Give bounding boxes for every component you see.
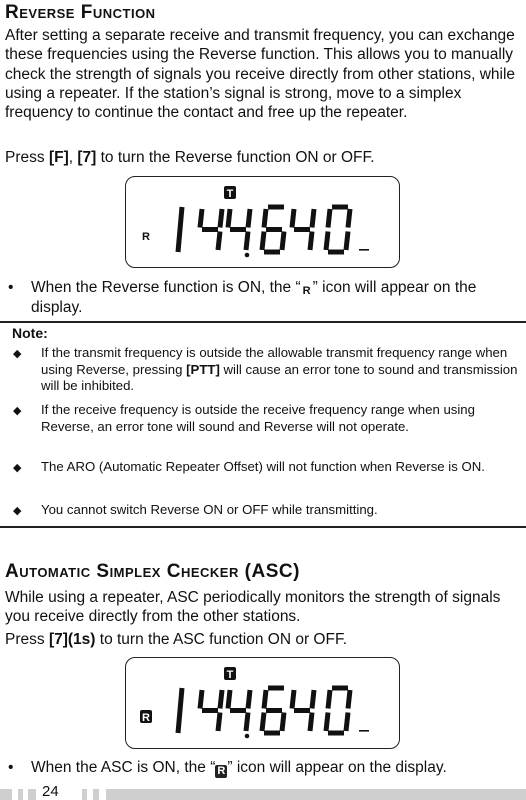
asc-instruction [5,630,521,649]
r-indicator-icon [142,231,150,243]
bullet-text-post: ” icon will appear on the display. [227,759,447,776]
svg-text:T: T [226,188,234,200]
bullet-text-post: ” icon will appear on the display. [31,279,477,316]
diamond-icon: ◆ [13,405,22,417]
lcd-segment-e [262,713,264,732]
lcd-display-reverse [125,176,400,268]
lcd-segment-b [248,209,250,228]
footer-bar-segment [82,789,87,800]
lcd-segment-b [348,209,350,228]
diamond-icon: ◆ [13,505,22,517]
lcd-segment-c [218,232,220,251]
r-indicator-icon: R [301,285,313,298]
lcd-segment-c [310,713,312,732]
diamond-icon: ◆ [13,462,22,474]
lcd-segment-f [328,690,330,709]
instruction-text: Press [5,149,49,166]
bullet-text-pre: When the Reverse function is ON, the “ [31,279,301,296]
instruction-text: to turn the ASC function ON or OFF. [95,631,348,648]
note-top-rule [0,321,526,323]
lcd-segment-f [200,209,202,228]
page-number: 24 [42,783,59,800]
lcd-segment-f [328,209,330,228]
lcd-segment-b [220,209,222,228]
lcd-segment-b [312,209,314,228]
svg-text:T: T [226,669,234,681]
lcd-segment-e [326,232,328,251]
lcd-segment-c [346,232,348,251]
svg-text:R: R [142,712,150,724]
section-title-asc: Automatic Simplex Checker (ASC) [5,561,300,582]
note-item-text: You cannot switch Reverse ON or OFF while transmitting. [41,502,378,517]
bullet-dot: • [8,759,14,776]
note-bottom-rule [0,526,526,528]
lcd-segment-c [346,713,348,732]
lcd-segment-b [348,690,350,709]
lcd-segment-f [292,209,294,228]
lcd-segment-f [200,690,202,709]
key-7-long: [7](1s) [48,631,96,648]
note-item-text: The ARO (Automatic Repeater Offset) will not function when Reverse is ON. [41,459,485,474]
lcd-underscore [359,730,369,732]
lcd-segment-b [178,688,182,733]
lcd-segment-c [246,232,248,251]
bullet-dot: • [8,279,14,296]
footer-bar-segment [18,789,23,800]
bullet-text [31,758,525,778]
lcd-segment-f [264,690,266,709]
decimal-point [245,734,250,739]
lcd-underscore [359,249,369,251]
note-title: Note: [12,325,48,341]
lcd-segment-b [220,690,222,709]
footer-bar-segment [93,789,99,800]
diamond-icon: ◆ [13,348,22,360]
lcd-segments [126,658,401,750]
lcd-segment-b [312,690,314,709]
key-7: [7] [77,149,97,166]
note-text: will cause an error tone to sound and transmission will be inhibited. [41,361,518,394]
footer-bar-segment [28,789,36,800]
instruction-text: Press [5,631,49,648]
lcd-segment-c [282,232,284,251]
lcd-display-asc [125,657,400,749]
footer-bar-segment [106,789,526,800]
lcd-segment-c [218,713,220,732]
lcd-segment-f [264,209,266,228]
note-text: If the transmit frequency is outside the allowable transmit frequency range when using Reverse, pressing [41,345,508,377]
bullet-text [31,278,525,317]
r-boxed-indicator-icon: R [215,765,227,778]
footer-bar-segment [0,789,12,800]
lcd-segment-b [178,207,182,252]
lcd-segment-c [310,232,312,251]
lcd-segment-f [292,690,294,709]
t-indicator-icon [224,186,236,200]
reverse-instruction [5,148,521,167]
key-ptt: [PTT] [186,361,220,377]
key-f: [F] [48,149,69,166]
decimal-point [245,253,250,258]
svg-text:R: R [142,231,150,243]
r-boxed-indicator-icon [140,710,152,724]
section-title-reverse: Reverse Function [5,2,156,23]
lcd-segment-b [248,690,250,709]
instruction-separator: , [68,149,78,166]
bullet-text-pre: When the ASC is ON, the “ [31,759,216,776]
asc-description: While using a repeater, ASC periodically monitors the strength of signals you receive directly from the other stations. [5,589,501,626]
lcd-segment-f [228,209,230,228]
lcd-segments [126,177,401,269]
lcd-segment-c [282,713,284,732]
t-indicator-icon [224,667,236,681]
lcd-segment-e [262,232,264,251]
lcd-segment-e [326,713,328,732]
lcd-segment-c [246,713,248,732]
reverse-description: After setting a separate receive and transmit frequency, you can exchange these frequencies using the Reverse function. This allows you to manually check the strength of signals you receive directly from other stations, while using a repeater. If the station’s signal is strong, move to a simplex frequency to continue the contact and free up the repeater. [5,27,516,122]
lcd-segment-f [228,690,230,709]
instruction-text: to turn the Reverse function ON or OFF. [96,149,375,166]
note-item-text [41,345,519,395]
note-item-text: If the receive frequency is outside the receive frequency range when using Reverse, an error tone will sound and Reverse will not operate. [41,402,475,434]
